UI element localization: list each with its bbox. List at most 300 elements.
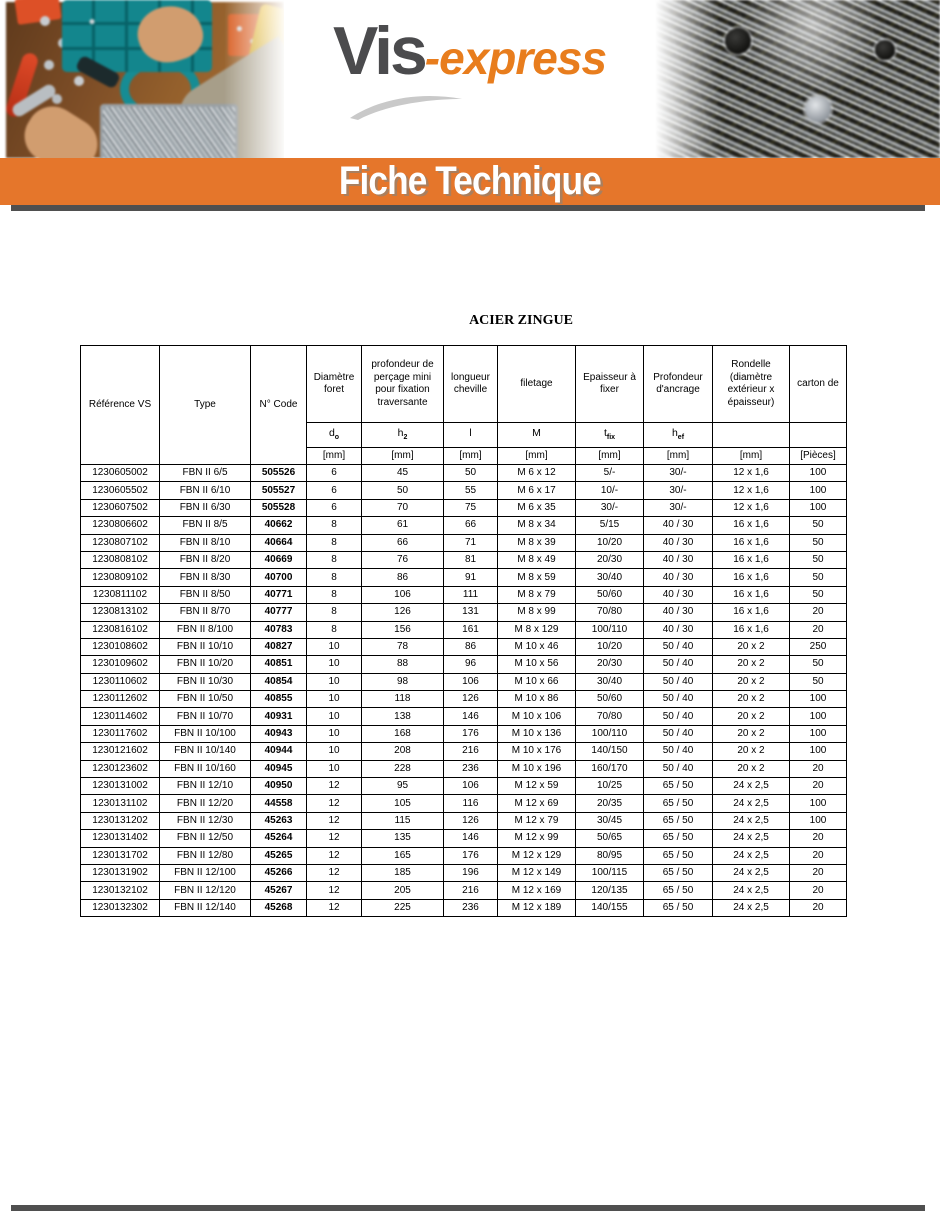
cell-longueur-cheville: 106 xyxy=(444,673,498,690)
col-header-code: N° Code xyxy=(251,346,307,465)
cell-diametre-foret: 8 xyxy=(307,517,362,534)
cell-epaisseur-a-fixer: 70/80 xyxy=(576,604,644,621)
table-row xyxy=(81,638,847,655)
cell-longueur-cheville: 146 xyxy=(444,708,498,725)
cell-filetage: M 6 x 12 xyxy=(498,465,576,482)
header-photo-screws xyxy=(655,0,940,158)
cell-profondeur-ancrage: 30/- xyxy=(644,482,713,499)
cell-code: 40950 xyxy=(251,778,307,795)
cell-type: FBN II 8/5 xyxy=(160,517,251,534)
cell-rondelle: 20 x 2 xyxy=(713,760,790,777)
cell-profondeur-ancrage: 40 / 30 xyxy=(644,534,713,551)
cell-carton: 50 xyxy=(790,586,847,603)
cell-code: 40944 xyxy=(251,743,307,760)
table-row xyxy=(81,778,847,795)
cell-profondeur-percage: 118 xyxy=(362,691,444,708)
cell-rondelle: 20 x 2 xyxy=(713,673,790,690)
cell-filetage: M 10 x 56 xyxy=(498,656,576,673)
cell-profondeur-ancrage: 65 / 50 xyxy=(644,830,713,847)
cell-epaisseur-a-fixer: 80/95 xyxy=(576,847,644,864)
cell-type: FBN II 6/5 xyxy=(160,465,251,482)
table-row xyxy=(81,569,847,586)
symbol-M: M xyxy=(498,423,576,448)
cell-filetage: M 12 x 169 xyxy=(498,882,576,899)
cell-filetage: M 8 x 49 xyxy=(498,551,576,568)
cell-filetage: M 8 x 34 xyxy=(498,517,576,534)
cell-profondeur-ancrage: 65 / 50 xyxy=(644,795,713,812)
cell-filetage: M 10 x 86 xyxy=(498,691,576,708)
cell-longueur-cheville: 81 xyxy=(444,551,498,568)
cell-type: FBN II 8/30 xyxy=(160,569,251,586)
cell-carton: 20 xyxy=(790,847,847,864)
cell-filetage: M 8 x 59 xyxy=(498,569,576,586)
cell-rondelle: 24 x 2,5 xyxy=(713,899,790,916)
cell-carton: 50 xyxy=(790,551,847,568)
cell-longueur-cheville: 176 xyxy=(444,725,498,742)
cell-rondelle: 16 x 1,6 xyxy=(713,517,790,534)
unit-mm: [mm] xyxy=(444,448,498,465)
cell-diametre-foret: 10 xyxy=(307,691,362,708)
cell-code: 40700 xyxy=(251,569,307,586)
cell-profondeur-ancrage: 30/- xyxy=(644,499,713,516)
cell-carton: 20 xyxy=(790,830,847,847)
table-row xyxy=(81,656,847,673)
cell-reference: 1230808102 xyxy=(81,551,160,568)
cell-rondelle: 16 x 1,6 xyxy=(713,621,790,638)
title-banner xyxy=(0,158,940,205)
cell-profondeur-ancrage: 50 / 40 xyxy=(644,725,713,742)
cell-diametre-foret: 10 xyxy=(307,725,362,742)
cell-code: 45268 xyxy=(251,899,307,916)
cell-rondelle: 24 x 2,5 xyxy=(713,847,790,864)
cell-rondelle: 24 x 2,5 xyxy=(713,795,790,812)
cell-profondeur-ancrage: 50 / 40 xyxy=(644,673,713,690)
cell-code: 40783 xyxy=(251,621,307,638)
cell-filetage: M 10 x 136 xyxy=(498,725,576,742)
cell-rondelle: 12 x 1,6 xyxy=(713,482,790,499)
cell-epaisseur-a-fixer: 5/15 xyxy=(576,517,644,534)
cell-profondeur-percage: 70 xyxy=(362,499,444,516)
unit-mm: [mm] xyxy=(498,448,576,465)
cell-filetage: M 12 x 79 xyxy=(498,812,576,829)
cell-longueur-cheville: 96 xyxy=(444,656,498,673)
cell-epaisseur-a-fixer: 10/20 xyxy=(576,534,644,551)
cell-filetage: M 6 x 17 xyxy=(498,482,576,499)
cell-diametre-foret: 12 xyxy=(307,864,362,881)
cell-epaisseur-a-fixer: 140/155 xyxy=(576,899,644,916)
unit-mm: [mm] xyxy=(362,448,444,465)
logo-wordmark xyxy=(284,12,655,90)
screw-head-icon xyxy=(725,28,751,54)
table-row xyxy=(81,604,847,621)
cell-diametre-foret: 8 xyxy=(307,604,362,621)
cell-carton: 100 xyxy=(790,812,847,829)
cell-carton: 100 xyxy=(790,465,847,482)
cell-epaisseur-a-fixer: 5/- xyxy=(576,465,644,482)
cell-epaisseur-a-fixer: 50/65 xyxy=(576,830,644,847)
cell-filetage: M 6 x 35 xyxy=(498,499,576,516)
cell-carton: 50 xyxy=(790,534,847,551)
cell-epaisseur-a-fixer: 50/60 xyxy=(576,691,644,708)
unit-pieces: [Pièces] xyxy=(790,448,847,465)
unit-mm: [mm] xyxy=(713,448,790,465)
cell-profondeur-ancrage: 65 / 50 xyxy=(644,778,713,795)
cell-code: 40662 xyxy=(251,517,307,534)
cell-diametre-foret: 8 xyxy=(307,569,362,586)
cell-longueur-cheville: 216 xyxy=(444,743,498,760)
cell-profondeur-ancrage: 65 / 50 xyxy=(644,812,713,829)
cell-longueur-cheville: 196 xyxy=(444,864,498,881)
cell-carton: 250 xyxy=(790,638,847,655)
cell-code: 40931 xyxy=(251,708,307,725)
cell-longueur-cheville: 111 xyxy=(444,586,498,603)
symbol-empty xyxy=(713,423,790,448)
cell-diametre-foret: 10 xyxy=(307,708,362,725)
cell-rondelle: 24 x 2,5 xyxy=(713,778,790,795)
col-header-rondelle: Rondelle (diamètre extérieur x épaisseur) xyxy=(713,346,790,423)
cell-profondeur-percage: 106 xyxy=(362,586,444,603)
cell-profondeur-percage: 205 xyxy=(362,882,444,899)
cell-carton: 50 xyxy=(790,569,847,586)
cell-diametre-foret: 8 xyxy=(307,534,362,551)
cell-profondeur-percage: 88 xyxy=(362,656,444,673)
cell-diametre-foret: 10 xyxy=(307,638,362,655)
cell-rondelle: 24 x 2,5 xyxy=(713,882,790,899)
symbol-empty xyxy=(790,423,847,448)
cell-rondelle: 24 x 2,5 xyxy=(713,812,790,829)
cell-filetage: M 12 x 99 xyxy=(498,830,576,847)
cell-type: FBN II 12/100 xyxy=(160,864,251,881)
cell-epaisseur-a-fixer: 10/20 xyxy=(576,638,644,655)
cell-code: 40827 xyxy=(251,638,307,655)
cell-epaisseur-a-fixer: 160/170 xyxy=(576,760,644,777)
cell-reference: 1230806602 xyxy=(81,517,160,534)
cell-reference: 1230131002 xyxy=(81,778,160,795)
cell-type: FBN II 12/80 xyxy=(160,847,251,864)
cell-diametre-foret: 12 xyxy=(307,812,362,829)
cell-longueur-cheville: 216 xyxy=(444,882,498,899)
cell-carton: 20 xyxy=(790,621,847,638)
cell-rondelle: 16 x 1,6 xyxy=(713,551,790,568)
cell-profondeur-percage: 66 xyxy=(362,534,444,551)
cell-diametre-foret: 10 xyxy=(307,743,362,760)
cell-longueur-cheville: 176 xyxy=(444,847,498,864)
cell-epaisseur-a-fixer: 10/- xyxy=(576,482,644,499)
screw-head-icon xyxy=(805,96,831,122)
cell-longueur-cheville: 71 xyxy=(444,534,498,551)
cell-carton: 100 xyxy=(790,482,847,499)
cell-carton: 50 xyxy=(790,656,847,673)
cell-profondeur-percage: 105 xyxy=(362,795,444,812)
cell-profondeur-ancrage: 40 / 30 xyxy=(644,621,713,638)
col-header-profondeur-percage: profondeur de perçage mini pour fixation traversante xyxy=(362,346,444,423)
cell-filetage: M 12 x 149 xyxy=(498,864,576,881)
cell-profondeur-percage: 50 xyxy=(362,482,444,499)
table-row xyxy=(81,882,847,899)
cell-profondeur-ancrage: 50 / 40 xyxy=(644,708,713,725)
cell-profondeur-ancrage: 65 / 50 xyxy=(644,847,713,864)
cell-filetage: M 10 x 46 xyxy=(498,638,576,655)
cell-reference: 1230108602 xyxy=(81,638,160,655)
cell-type: FBN II 6/10 xyxy=(160,482,251,499)
cell-profondeur-ancrage: 50 / 40 xyxy=(644,656,713,673)
cell-reference: 1230110602 xyxy=(81,673,160,690)
cell-diametre-foret: 12 xyxy=(307,847,362,864)
cell-code: 40664 xyxy=(251,534,307,551)
cell-epaisseur-a-fixer: 100/110 xyxy=(576,621,644,638)
cell-reference: 1230811102 xyxy=(81,586,160,603)
cell-type: FBN II 12/120 xyxy=(160,882,251,899)
cell-epaisseur-a-fixer: 30/40 xyxy=(576,673,644,690)
cell-reference: 1230132102 xyxy=(81,882,160,899)
cell-rondelle: 24 x 2,5 xyxy=(713,864,790,881)
cell-type: FBN II 10/160 xyxy=(160,760,251,777)
table-row xyxy=(81,586,847,603)
cell-diametre-foret: 8 xyxy=(307,586,362,603)
table-row xyxy=(81,708,847,725)
cell-longueur-cheville: 146 xyxy=(444,830,498,847)
col-header-longueur-cheville: longueur cheville xyxy=(444,346,498,423)
cell-profondeur-ancrage: 50 / 40 xyxy=(644,691,713,708)
cell-reference: 1230131702 xyxy=(81,847,160,864)
cell-reference: 1230131402 xyxy=(81,830,160,847)
cell-profondeur-percage: 156 xyxy=(362,621,444,638)
cell-diametre-foret: 10 xyxy=(307,673,362,690)
cell-diametre-foret: 12 xyxy=(307,899,362,916)
cell-rondelle: 16 x 1,6 xyxy=(713,534,790,551)
cell-type: FBN II 10/140 xyxy=(160,743,251,760)
cell-rondelle: 24 x 2,5 xyxy=(713,830,790,847)
cell-reference: 1230809102 xyxy=(81,569,160,586)
cell-longueur-cheville: 66 xyxy=(444,517,498,534)
col-header-diametre-foret: Diamètre foret xyxy=(307,346,362,423)
cell-code: 505526 xyxy=(251,465,307,482)
cell-profondeur-percage: 76 xyxy=(362,551,444,568)
table-row xyxy=(81,482,847,499)
cell-rondelle: 12 x 1,6 xyxy=(713,465,790,482)
col-header-carton: carton de xyxy=(790,346,847,423)
cell-epaisseur-a-fixer: 30/40 xyxy=(576,569,644,586)
cell-type: FBN II 8/20 xyxy=(160,551,251,568)
cell-profondeur-ancrage: 50 / 40 xyxy=(644,743,713,760)
cell-reference: 1230131902 xyxy=(81,864,160,881)
cell-carton: 100 xyxy=(790,708,847,725)
cell-rondelle: 16 x 1,6 xyxy=(713,604,790,621)
table-row xyxy=(81,517,847,534)
cell-reference: 1230114602 xyxy=(81,708,160,725)
cell-profondeur-percage: 115 xyxy=(362,812,444,829)
cell-type: FBN II 8/100 xyxy=(160,621,251,638)
cell-carton: 100 xyxy=(790,499,847,516)
cell-type: FBN II 12/30 xyxy=(160,812,251,829)
cell-profondeur-ancrage: 30/- xyxy=(644,465,713,482)
logo-text-vis: Vis xyxy=(332,13,425,89)
cell-code: 40854 xyxy=(251,673,307,690)
table-row xyxy=(81,725,847,742)
symbol-hef: $h_{ef}$ xyxy=(644,423,713,448)
cell-rondelle: 20 x 2 xyxy=(713,691,790,708)
cell-code: 40669 xyxy=(251,551,307,568)
cell-reference: 1230607502 xyxy=(81,499,160,516)
col-header-type: Type xyxy=(160,346,251,465)
cell-profondeur-percage: 126 xyxy=(362,604,444,621)
cell-filetage: M 12 x 59 xyxy=(498,778,576,795)
cell-reference: 1230816102 xyxy=(81,621,160,638)
cell-profondeur-percage: 78 xyxy=(362,638,444,655)
cell-code: 505528 xyxy=(251,499,307,516)
cell-profondeur-percage: 61 xyxy=(362,517,444,534)
cell-code: 45267 xyxy=(251,882,307,899)
cell-type: FBN II 10/10 xyxy=(160,638,251,655)
cell-longueur-cheville: 161 xyxy=(444,621,498,638)
cell-longueur-cheville: 126 xyxy=(444,691,498,708)
cell-profondeur-ancrage: 65 / 50 xyxy=(644,864,713,881)
logo xyxy=(284,0,655,158)
cell-epaisseur-a-fixer: 100/110 xyxy=(576,725,644,742)
cell-type: FBN II 10/70 xyxy=(160,708,251,725)
unit-mm: [mm] xyxy=(576,448,644,465)
cell-reference: 1230123602 xyxy=(81,760,160,777)
cell-code: 40943 xyxy=(251,725,307,742)
cell-longueur-cheville: 116 xyxy=(444,795,498,812)
cell-profondeur-percage: 98 xyxy=(362,673,444,690)
cell-longueur-cheville: 50 xyxy=(444,465,498,482)
cell-filetage: M 10 x 196 xyxy=(498,760,576,777)
symbol-l: l xyxy=(444,423,498,448)
cell-filetage: M 12 x 129 xyxy=(498,847,576,864)
cell-profondeur-percage: 165 xyxy=(362,847,444,864)
cell-reference: 1230813102 xyxy=(81,604,160,621)
table-row xyxy=(81,830,847,847)
symbol-tfix: $t_{fix}$ xyxy=(576,423,644,448)
table-row xyxy=(81,499,847,516)
table-row xyxy=(81,621,847,638)
symbol-h2: $h_2$ xyxy=(362,423,444,448)
photo-fade xyxy=(655,0,719,158)
cell-epaisseur-a-fixer: 20/30 xyxy=(576,551,644,568)
header-photo-workbench xyxy=(0,0,284,158)
cell-type: FBN II 12/10 xyxy=(160,778,251,795)
cell-type: FBN II 12/20 xyxy=(160,795,251,812)
cell-longueur-cheville: 126 xyxy=(444,812,498,829)
cell-filetage: M 12 x 189 xyxy=(498,899,576,916)
cell-epaisseur-a-fixer: 20/35 xyxy=(576,795,644,812)
cell-profondeur-ancrage: 40 / 30 xyxy=(644,551,713,568)
cell-rondelle: 16 x 1,6 xyxy=(713,586,790,603)
col-header-ancrage: Profondeur d'ancrage xyxy=(644,346,713,423)
cell-epaisseur-a-fixer: 30/- xyxy=(576,499,644,516)
table-row xyxy=(81,551,847,568)
cell-type: FBN II 12/140 xyxy=(160,899,251,916)
cell-profondeur-ancrage: 40 / 30 xyxy=(644,604,713,621)
table-row xyxy=(81,465,847,482)
cell-epaisseur-a-fixer: 120/135 xyxy=(576,882,644,899)
cell-carton: 20 xyxy=(790,864,847,881)
cell-profondeur-ancrage: 40 / 30 xyxy=(644,517,713,534)
cell-reference: 1230131102 xyxy=(81,795,160,812)
cell-reference: 1230605002 xyxy=(81,465,160,482)
table-row xyxy=(81,743,847,760)
cell-diametre-foret: 10 xyxy=(307,656,362,673)
cell-rondelle: 20 x 2 xyxy=(713,743,790,760)
cell-rondelle: 20 x 2 xyxy=(713,725,790,742)
cell-carton: 100 xyxy=(790,725,847,742)
cell-longueur-cheville: 75 xyxy=(444,499,498,516)
table-row xyxy=(81,899,847,916)
section-title: ACIER ZINGUE xyxy=(469,313,573,328)
cell-diametre-foret: 8 xyxy=(307,621,362,638)
table-row xyxy=(81,673,847,690)
spec-table xyxy=(80,345,847,917)
cell-diametre-foret: 12 xyxy=(307,830,362,847)
cell-type: FBN II 10/20 xyxy=(160,656,251,673)
cell-longueur-cheville: 236 xyxy=(444,899,498,916)
cell-filetage: M 10 x 106 xyxy=(498,708,576,725)
cell-carton: 20 xyxy=(790,899,847,916)
cell-code: 505527 xyxy=(251,482,307,499)
cell-filetage: M 10 x 176 xyxy=(498,743,576,760)
cell-code: 40771 xyxy=(251,586,307,603)
cell-rondelle: 20 x 2 xyxy=(713,708,790,725)
cell-code: 40945 xyxy=(251,760,307,777)
logo-text-express: -express xyxy=(424,32,607,84)
cell-carton: 20 xyxy=(790,760,847,777)
cell-diametre-foret: 6 xyxy=(307,482,362,499)
cell-profondeur-percage: 168 xyxy=(362,725,444,742)
logo-swoosh-icon xyxy=(348,92,466,120)
col-header-filetage: filetage xyxy=(498,346,576,423)
cell-filetage: M 8 x 79 xyxy=(498,586,576,603)
cell-profondeur-percage: 208 xyxy=(362,743,444,760)
cell-longueur-cheville: 236 xyxy=(444,760,498,777)
cell-diametre-foret: 10 xyxy=(307,760,362,777)
cell-code: 40777 xyxy=(251,604,307,621)
cell-carton: 100 xyxy=(790,795,847,812)
banner-title: Fiche Technique xyxy=(339,159,601,203)
cell-profondeur-percage: 228 xyxy=(362,760,444,777)
cell-longueur-cheville: 131 xyxy=(444,604,498,621)
cell-type: FBN II 6/30 xyxy=(160,499,251,516)
table-row xyxy=(81,812,847,829)
cell-epaisseur-a-fixer: 10/25 xyxy=(576,778,644,795)
cell-reference: 1230132302 xyxy=(81,899,160,916)
cell-type: FBN II 12/50 xyxy=(160,830,251,847)
cell-epaisseur-a-fixer: 100/115 xyxy=(576,864,644,881)
cell-code: 40851 xyxy=(251,656,307,673)
cell-profondeur-percage: 225 xyxy=(362,899,444,916)
cell-code: 40855 xyxy=(251,691,307,708)
cell-type: FBN II 10/100 xyxy=(160,725,251,742)
cell-type: FBN II 8/50 xyxy=(160,586,251,603)
cell-profondeur-ancrage: 50 / 40 xyxy=(644,760,713,777)
cell-diametre-foret: 8 xyxy=(307,551,362,568)
cell-filetage: M 8 x 39 xyxy=(498,534,576,551)
table-row xyxy=(81,691,847,708)
cell-code: 45264 xyxy=(251,830,307,847)
cell-filetage: M 8 x 99 xyxy=(498,604,576,621)
cell-longueur-cheville: 55 xyxy=(444,482,498,499)
cell-longueur-cheville: 86 xyxy=(444,638,498,655)
cell-rondelle: 20 x 2 xyxy=(713,638,790,655)
cell-carton: 50 xyxy=(790,673,847,690)
col-header-epaisseur: Epaisseur à fixer xyxy=(576,346,644,423)
cell-profondeur-percage: 135 xyxy=(362,830,444,847)
cell-reference: 1230117602 xyxy=(81,725,160,742)
cell-diametre-foret: 12 xyxy=(307,882,362,899)
cell-carton: 20 xyxy=(790,778,847,795)
page-header xyxy=(0,0,940,158)
cell-profondeur-ancrage: 40 / 30 xyxy=(644,586,713,603)
